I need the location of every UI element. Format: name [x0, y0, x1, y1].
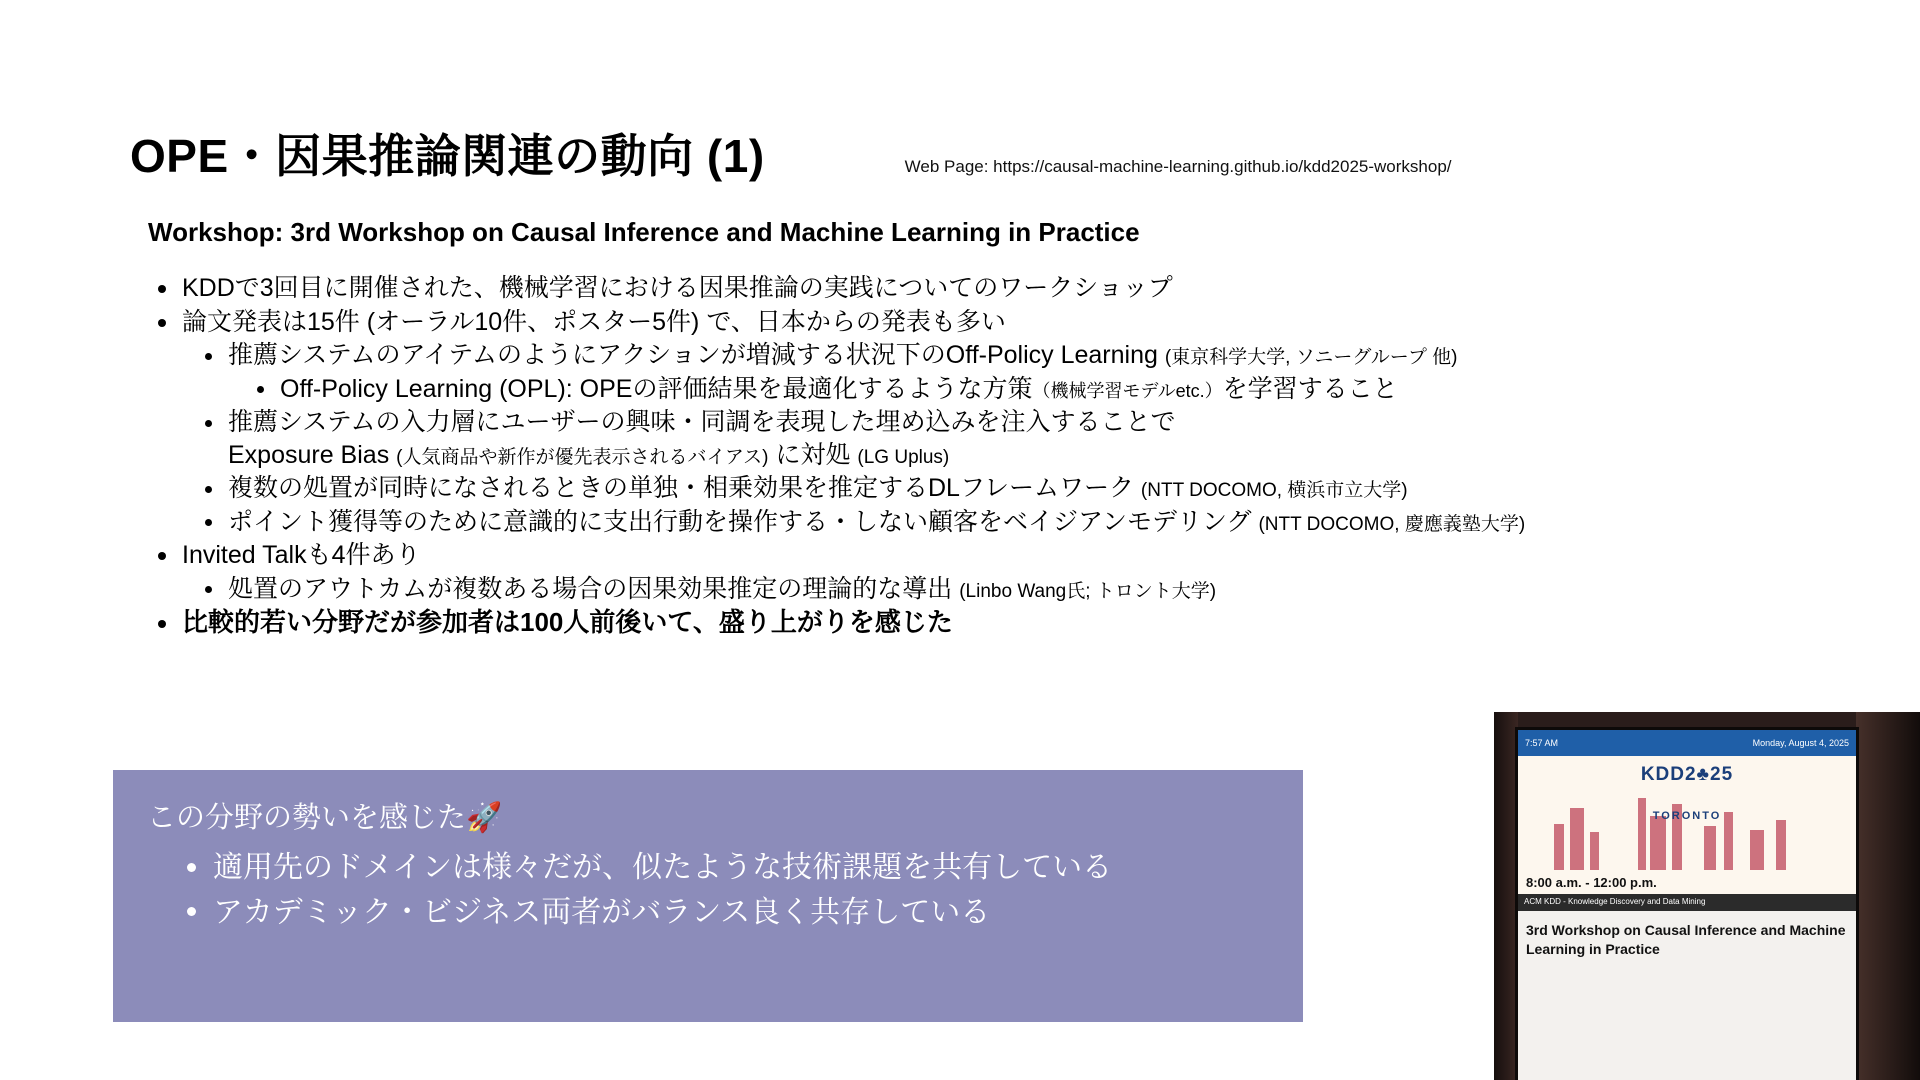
list-item-line1: 推薦システムの入力層にユーザーの興味・同調を表現した埋め込みを注入することで [228, 408, 1176, 436]
list-item-text [228, 339, 1850, 372]
bullet-dot-icon [205, 519, 212, 526]
photo-door-left [1494, 712, 1518, 1080]
list-item [177, 846, 1269, 890]
list-item-note: (NTT DOCOMO, 横浜市立大学) [1140, 480, 1408, 501]
bullet-dot-icon [205, 420, 212, 427]
list-item [150, 272, 1850, 305]
list-item-main: ポイント獲得等のために意識的に支出行動を操作する・しない顧客をベイジアンモデリング [228, 507, 1252, 536]
kdd-logo: KDD2♣25 [1518, 756, 1856, 788]
callout-box [113, 770, 1303, 1022]
list-item-note-2: (LG Uplus) [857, 446, 950, 468]
bullet-list [150, 272, 1850, 641]
list-item-note: (Linbo Wang氏; トロント大学) [959, 580, 1217, 602]
signage-clock: 7:57 AM [1525, 738, 1559, 748]
bullet-dot-icon [257, 386, 264, 393]
bullet-dot-icon [205, 586, 212, 593]
bullet-dot-icon [158, 552, 166, 560]
list-item [196, 406, 1850, 471]
workshop-subtitle: Workshop: 3rd Workshop on Causal Inference and Machine Learning in Practice [148, 217, 1140, 247]
list-item [246, 373, 1850, 406]
bullet-dot-icon [205, 486, 212, 493]
list-item [196, 339, 1850, 372]
bullet-dot-icon [158, 620, 166, 628]
list-item [177, 891, 1269, 935]
bullet-level-2-list [196, 573, 1850, 606]
organization-line: ACM KDD - Knowledge Discovery and Data Mining [1518, 894, 1856, 911]
callout-list [177, 846, 1269, 934]
bullet-level-1-list [150, 272, 1850, 640]
list-item-text [228, 472, 1850, 505]
list-item [196, 573, 1850, 606]
bullet-level-3-list [246, 373, 1850, 406]
photo-door-right [1856, 712, 1920, 1080]
list-item [196, 472, 1850, 505]
web-page-url: Web Page: https://causal-machine-learning.github.io/kdd2025-workshop/ [904, 157, 1452, 176]
toronto-skyline-graphic [1518, 788, 1856, 870]
page-title: OPE・因果推論関連の動向 (1) [130, 130, 765, 182]
list-item-text: 論文発表は15件 (オーラル10件、ポスター5件) で、日本からの発表も多い [182, 307, 1006, 336]
signage-topbar [1518, 730, 1856, 756]
list-item-text: Invited Talkも4件あり [182, 541, 421, 569]
list-item-main: 処置のアウトカムが複数ある場合の因果効果推定の理論的な導出 [228, 574, 953, 603]
city-label: TORONTO [1652, 810, 1722, 822]
list-item-text [228, 573, 1850, 606]
bullet-dot-icon [187, 863, 196, 872]
list-item-line2-main: Exposure Bias [228, 440, 390, 469]
list-item-main: Off-Policy Learning (OPL): OPEの評価結果を最適化するような方策 [280, 374, 1033, 403]
list-item-line2-mid: に対処 [775, 440, 851, 469]
bullet-dot-icon [187, 907, 196, 916]
list-item [150, 606, 1850, 640]
title-row [130, 120, 1860, 186]
callout-heading: この分野の勢いを感じた🚀 [147, 802, 503, 834]
list-item [150, 306, 1850, 339]
session-time: 8:00 a.m. - 12:00 p.m. [1518, 870, 1856, 894]
list-item-text: アカデミック・ビジネス両者がバランス良く共存している [213, 895, 991, 929]
list-item-text: 適用先のドメインは様々だが、似たような技術課題を共有している [213, 851, 1113, 885]
list-item-text: KDDで3回目に開催された、機械学習における因果推論の実践についてのワークショップ [182, 274, 1173, 302]
list-item-text: 比較的若い分野だが参加者は100人前後いて、盛り上がりを感じた [182, 607, 953, 637]
list-item-main: 複数の処置が同時になされるときの単独・相乗効果を推定するDLフレームワーク [228, 474, 1134, 502]
list-item-note: (NTT DOCOMO, 慶應義塾大学) [1258, 513, 1526, 535]
list-item [196, 506, 1850, 539]
bullet-dot-icon [158, 319, 166, 327]
conference-photo [1494, 712, 1920, 1080]
list-item-note: (東京科学大学, ソニーグループ 他) [1164, 347, 1458, 368]
bullet-level-2-list [196, 339, 1850, 538]
list-item-tail: を学習すること [1222, 374, 1398, 403]
bullet-dot-icon [158, 285, 166, 293]
list-item-main: 推薦システムのアイテムのようにアクションが増減する状況下のOff-Policy Learning [228, 341, 1158, 369]
list-item-note: (人気商品や新作が優先表示されるバイアス) [396, 446, 769, 468]
list-item-text [228, 406, 1850, 471]
list-item-text [228, 506, 1850, 539]
digital-signage-screen [1518, 730, 1856, 1080]
list-item-note: （機械学習モデルetc.） [1032, 380, 1223, 401]
list-item [150, 539, 1850, 572]
list-item-text [280, 373, 1850, 406]
session-title: 3rd Workshop on Causal Inference and Machine Learning in Practice [1518, 911, 1856, 959]
signage-date: Monday, August 4, 2025 [1752, 738, 1849, 748]
bullet-dot-icon [205, 353, 212, 360]
